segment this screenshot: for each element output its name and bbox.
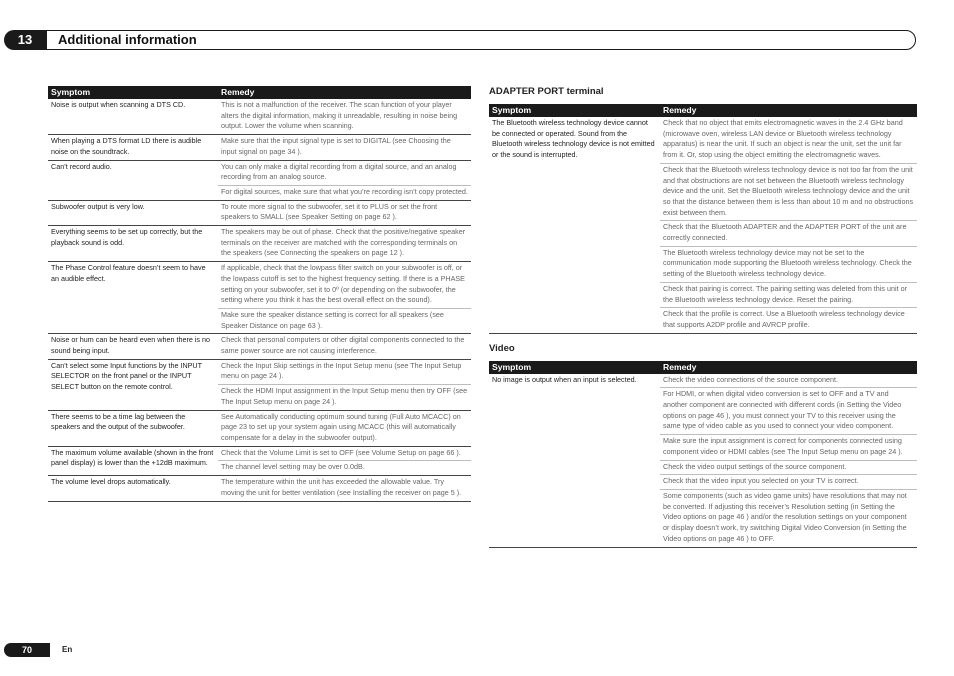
remedy-header: Remedy (660, 361, 917, 374)
symptom-cell: The Bluetooth wireless technology device cannot be connected or operated. Sound from the Bluetooth wireless technology device is not emitted or the sound is interrupted. (489, 117, 660, 333)
remedy-cell: Check the video output settings of the source component. (660, 460, 917, 475)
table-row (48, 446, 471, 461)
remedy-cell: You can only make a digital recording from a digital source, and an analog recording from an analog source. (218, 160, 471, 185)
table-row (489, 117, 917, 163)
symptom-cell: The volume level drops automatically. (48, 476, 218, 501)
symptom-cell: The maximum volume available (shown in the front panel display) is lower than the +12dB maximum. (48, 446, 218, 475)
table-row (48, 160, 471, 185)
remedy-cell: Check that the Bluetooth wireless technology device is not too far from the unit and that obstructions are not set between the Bluetooth wireless technology device and the unit. Set the Bluetooth wireless technology device and the unit so that the distance between them is less than about 10 m and no obstructions exist between them. (660, 163, 917, 221)
left-column (48, 86, 471, 502)
symptom-cell: Noise or hum can be heard even when there is no sound being input. (48, 334, 218, 359)
remedy-cell: The channel level setting may be over 0.0dB. (218, 461, 471, 476)
symptom-cell: There seems to be a time lag between the speakers and the output of the subwoofer. (48, 410, 218, 446)
symptom-cell: Subwoofer output is very low. (48, 200, 218, 225)
page-number: 70 (4, 643, 50, 657)
remedy-cell: For digital sources, make sure that what you’re recording isn’t copy protected. (218, 185, 471, 200)
remedy-cell: Check the video connections of the source component. (660, 374, 917, 388)
remedy-cell: Check that the Volume Limit is set to OFF (see Volume Setup on page 66 ). (218, 446, 471, 461)
remedy-cell: The Bluetooth wireless technology device may not be set to the communication mode supporting the Bluetooth wireless technology. Check the setting of the Bluetooth wireless technology device. (660, 246, 917, 282)
symptom-cell: Can’t record audio. (48, 160, 218, 200)
symptom-cell: Can’t select some Input functions by the INPUT SELECTOR on the front panel or the INPUT SELECT button on the remote control. (48, 359, 218, 410)
remedy-cell: Check that personal computers or other digital components connected to the same power source are not causing interference. (218, 334, 471, 359)
symptom-header: Symptom (489, 361, 660, 374)
symptom-cell: Everything seems to be set up correctly, but the playback sound is odd. (48, 226, 218, 262)
remedy-cell: See Automatically conducting optimum sound tuning (Full Auto MCACC) on page 23 to set up your system again using MCACC (this will automatically compensate for a delay in the subwoofer output). (218, 410, 471, 446)
remedy-cell: Check the HDMI Input assignment in the Input Setup menu then try OFF (see The Input Setup menu on page 24 ). (218, 385, 471, 410)
table-row (48, 99, 471, 135)
symptom-cell: When playing a DTS format LD there is audible noise on the soundtrack. (48, 135, 218, 160)
symptom-header: Symptom (48, 86, 218, 99)
table-row (48, 359, 471, 384)
right-column (489, 86, 917, 548)
remedy-cell: Check the Input Skip settings in the Input Setup menu (see The Input Setup menu on page 24 ). (218, 359, 471, 384)
symptom-cell: The Phase Control feature doesn’t seem to have an audible effect. (48, 262, 218, 334)
table-row (489, 374, 917, 388)
remedy-cell: Make sure the speaker distance setting is correct for all speakers (see Speaker Distance on page 63 ). (218, 308, 471, 333)
adapter-section-title: ADAPTER PORT terminal (489, 86, 604, 97)
remedy-cell: If applicable, check that the lowpass filter switch on your subwoofer is off, or the lowpass cutoff is set to the highest frequency setting. If there is a PHASE setting on your subwoofer, set it to 0º (or depending on the subwoofer, the setting where you think it has the best overall effect on the sound). (218, 262, 471, 309)
table-row (48, 200, 471, 225)
remedy-cell: The temperature within the unit has exceeded the allowable value. Try moving the unit for better ventilation (see Installing the receiver on page 5 ). (218, 476, 471, 501)
table-row (48, 410, 471, 446)
remedy-cell: Check that pairing is correct. The pairing setting was deleted from this unit or the Bluetooth wireless technology device. Reset the pairing. (660, 282, 917, 307)
troubleshooting-table-video (489, 361, 917, 548)
remedy-cell: This is not a malfunction of the receiver. The scan function of your player alters the digital information, making it unreadable, resulting in noise being output. Lower the volume when scanning. (218, 99, 471, 135)
remedy-header: Remedy (660, 104, 917, 117)
symptom-header: Symptom (489, 104, 660, 117)
remedy-cell: Check that the profile is correct. Use a Bluetooth wireless technology device that supports A2DP profile and AVRCP profile. (660, 308, 917, 333)
chapter-title: Additional information (58, 32, 197, 47)
table-row (48, 334, 471, 359)
table-row (48, 135, 471, 160)
remedy-cell: Make sure that the input signal type is set to DIGITAL (see Choosing the input signal on page 34 ). (218, 135, 471, 160)
remedy-cell: Make sure the input assignment is correct for components connected using component video or HDMI cables (see The Input Setup menu on page 24 ). (660, 435, 917, 460)
troubleshooting-table-adapter (489, 104, 917, 334)
video-section-title: Video (489, 342, 515, 354)
symptom-cell: Noise is output when scanning a DTS CD. (48, 99, 218, 135)
table-row (48, 262, 471, 309)
language-label: En (62, 645, 73, 654)
remedy-cell: For HDMI, or when digital video conversion is set to OFF and a TV and another component are connected with different cords (in Setting the Video options on page 46 ), you must connect your TV to this receiver using the same type of video cable as you used to connect your video component. (660, 388, 917, 435)
troubleshooting-table-general (48, 86, 471, 502)
remedy-cell: Some components (such as video game units) have resolutions that may not be converted. If adjusting this receiver’s Resolution setting (in Setting the Video options on page 46 ) and/or the resolution settings on your component or display doesn’t work, try switching Digital Video Conversion (in Setting the Video options on page 46 ) to OFF. (660, 489, 917, 547)
remedy-cell: The speakers may be out of phase. Check that the positive/negative speaker terminals on the receiver are matched with the corresponding terminals on the speakers (see Connecting the speakers on page 12 ). (218, 226, 471, 262)
remedy-cell: Check that the video input you selected on your TV is correct. (660, 475, 917, 490)
symptom-cell: No image is output when an input is selected. (489, 374, 660, 547)
chapter-number-badge: 13 (4, 30, 46, 50)
table-row (48, 226, 471, 262)
remedy-cell: Check that the Bluetooth ADAPTER and the ADAPTER PORT of the unit are correctly connected. (660, 221, 917, 246)
table-row (48, 476, 471, 501)
remedy-cell: Check that no object that emits electromagnetic waves in the 2.4 GHz band (microwave oven, wireless LAN device or Bluetooth wireless technology apparatus) is near the unit. If such an object is near the unit, set the unit far from it. Or, stop using the object emitting the electromagnetic waves. (660, 117, 917, 163)
remedy-header: Remedy (218, 86, 471, 99)
remedy-cell: To route more signal to the subwoofer, set it to PLUS or set the front speakers to SMALL (see Speaker Setting on page 62 ). (218, 200, 471, 225)
